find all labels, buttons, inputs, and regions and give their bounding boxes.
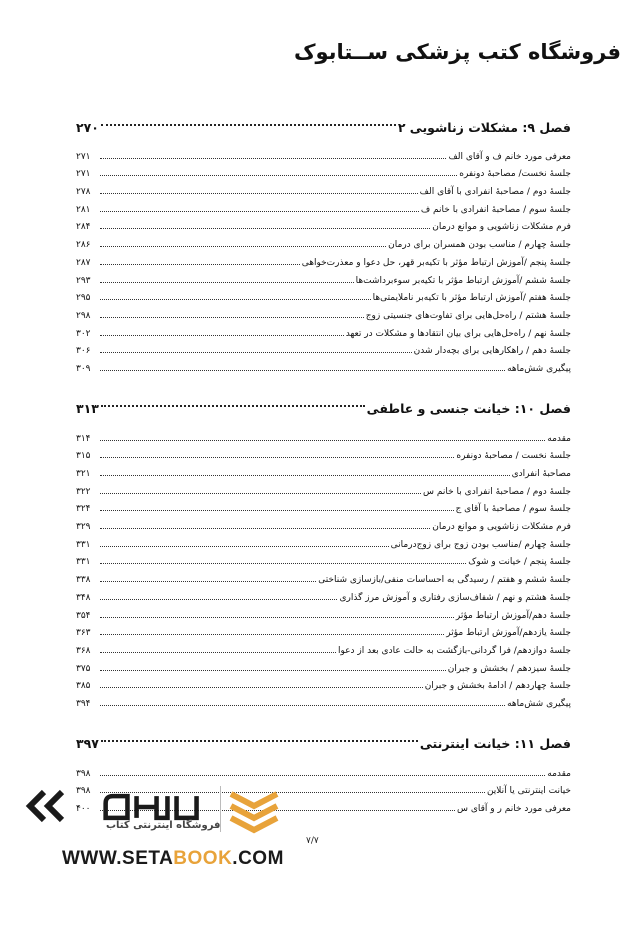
entry-title: جلسهٔ پنجم / خیانت و شوک — [468, 557, 571, 568]
entry-title: فرم مشکلات زناشویی و موانع درمان — [432, 222, 571, 233]
dot-leader — [100, 581, 316, 582]
book-emblem-icon — [227, 788, 281, 834]
entry-page-number: ۳۹۸ — [76, 768, 91, 779]
entry-page-number: ۳۱۵ — [76, 451, 91, 462]
entry-title: جلسهٔ دوازدهم/ فرا گردانی-بازگشت به حالت عادی بعد از دعوا — [338, 645, 571, 656]
toc-entry[interactable] — [76, 761, 571, 779]
dot-leader — [100, 617, 454, 618]
toc-entry[interactable] — [76, 603, 571, 621]
dot-leader — [100, 264, 300, 265]
entry-title: جلسهٔ سوم / مصاحبهٔ انفرادی با خانم ف — [420, 204, 571, 215]
entry-title: جلسهٔ سوم / مصاحبهٔ با آقای ج — [455, 504, 571, 515]
entry-title: پیگیری شش‌ماهه — [507, 363, 571, 374]
entry-title: جلسهٔ ششم /آموزش ارتباط مؤثر با تکیه‌بر سوءبرداشت‌ها — [355, 275, 571, 286]
entry-title: جلسهٔ هفتم /آموزش ارتباط مؤثر با تکیه‌بر ناملایمتی‌ها — [372, 293, 571, 304]
entry-page-number: ۲۷۱ — [76, 169, 91, 180]
dot-leader — [100, 440, 545, 441]
entry-title: جلسهٔ چهاردهم / ادامهٔ بخشش و جبران — [424, 681, 571, 692]
entry-page-number: ۳۲۲ — [76, 486, 91, 497]
entry-page-number: ۳۲۹ — [76, 522, 91, 533]
dot-leader — [100, 775, 545, 776]
chapter-heading[interactable] — [76, 116, 571, 138]
entry-page-number: ۲۷۱ — [76, 151, 91, 162]
toc-entry[interactable] — [76, 197, 571, 215]
entry-page-number: ۲۷۸ — [76, 187, 91, 198]
entry-title: مقدمه — [547, 433, 571, 444]
dot-leader — [100, 546, 389, 547]
entry-page-number: ۲۹۳ — [76, 275, 91, 286]
chapter-title: فصل ۱۰: خیانت جنسی و عاطفی — [366, 401, 571, 417]
toc-entry[interactable] — [76, 268, 571, 286]
entry-page-number: ۳۲۱ — [76, 469, 91, 479]
entry-page-number: ۲۸۴ — [76, 222, 91, 233]
dot-leader — [100, 246, 386, 247]
toc-entry[interactable] — [76, 286, 571, 304]
toc-entry[interactable] — [76, 321, 571, 339]
dot-leader — [100, 475, 510, 476]
entry-page-number: ۳۴۸ — [76, 592, 91, 603]
dot-leader — [100, 335, 344, 336]
entry-title: جلسهٔ دوم / مصاحبهٔ انفرادی با خانم س — [423, 486, 571, 497]
dot-leader — [100, 211, 419, 212]
dot-leader — [101, 740, 418, 742]
toc-entry[interactable] — [76, 585, 571, 603]
dot-leader — [101, 124, 396, 126]
toc-entry[interactable] — [76, 162, 571, 180]
chapter-title: فصل ۹: مشکلات زناشویی ۲ — [397, 119, 571, 135]
dot-leader — [100, 457, 454, 458]
site-url[interactable]: WWW.SETABOOK.COM — [62, 848, 284, 869]
entry-page-number: ۲۸۷ — [76, 257, 91, 268]
table-of-contents — [76, 112, 571, 814]
entry-page-number: ۲۸۶ — [76, 240, 91, 251]
entry-page-number: ۳۹۴ — [76, 698, 91, 709]
chevron-double-left-icon — [22, 786, 92, 826]
entry-title: مصاحبهٔ انفرادی — [511, 469, 571, 479]
toc-entry[interactable] — [76, 339, 571, 357]
toc-entry[interactable] — [76, 532, 571, 550]
toc-entry[interactable] — [76, 444, 571, 462]
toc-entry[interactable] — [76, 356, 571, 374]
chapter-title: فصل ۱۱: خیانت اینترنتی — [419, 736, 571, 752]
entry-page-number: ۳۸۵ — [76, 681, 91, 692]
entry-title: جلسهٔ چهارم / مناسب بودن همسران برای درمان — [388, 240, 571, 251]
chapter-heading[interactable] — [76, 733, 571, 755]
entry-title: معرفی مورد خانم ف و آقای الف — [448, 151, 571, 162]
dot-leader — [100, 670, 446, 671]
toc-entry[interactable] — [76, 479, 571, 497]
entry-page-number: ۳۳۸ — [76, 575, 91, 586]
toc-entry[interactable] — [76, 215, 571, 233]
entry-title: جلسهٔ هشتم و نهم / شفاف‌سازی رفتاری و آموزش مرز گذاری — [339, 592, 571, 603]
entry-page-number: ۴۰۰ — [76, 804, 91, 814]
toc-entry[interactable] — [76, 514, 571, 532]
dot-leader — [100, 510, 454, 511]
dot-leader — [100, 282, 354, 283]
toc-entry[interactable] — [76, 179, 571, 197]
entry-title: جلسهٔ هشتم / راه‌حل‌هایی برای تفاوت‌های جنسیتی زوج — [365, 310, 571, 321]
toc-entry[interactable] — [76, 303, 571, 321]
dot-leader — [100, 317, 364, 318]
dot-leader — [100, 370, 505, 371]
chapter-page-number: ۳۱۳ — [76, 401, 99, 417]
toc-entry[interactable] — [76, 567, 571, 585]
dot-leader — [100, 563, 466, 564]
brand-subtitle: فروشگاه اینترنتی کتاب — [106, 820, 221, 831]
chapter-page-number: ۲۷۰ — [76, 119, 99, 135]
page-number: ۷/۷ — [306, 836, 319, 846]
dot-leader — [100, 652, 336, 653]
entry-title: معرفی مورد خانم ر و آقای س — [457, 804, 571, 814]
dot-leader — [100, 705, 505, 706]
logo-divider — [220, 786, 221, 832]
entry-page-number: ۲۹۵ — [76, 293, 91, 304]
toc-entry[interactable] — [76, 497, 571, 515]
toc-entry[interactable] — [76, 674, 571, 692]
entry-page-number: ۳۲۴ — [76, 504, 91, 515]
setabook-logo — [22, 786, 282, 906]
entry-page-number: ۳۳۱ — [76, 539, 91, 550]
entry-page-number: ۳۷۵ — [76, 663, 91, 674]
entry-page-number: ۳۰۶ — [76, 346, 91, 357]
dot-leader — [100, 634, 444, 635]
toc-entry[interactable] — [76, 691, 571, 709]
entry-page-number: ۳۵۴ — [76, 610, 91, 621]
dot-leader — [100, 352, 412, 353]
entry-title: جلسهٔ نخست / مصاحبهٔ دونفره — [456, 451, 571, 462]
dot-leader — [100, 299, 371, 300]
entry-page-number: ۲۸۱ — [76, 204, 91, 215]
toc-entry[interactable] — [76, 232, 571, 250]
entry-title: خیانت اینترنتی یا آنلاین — [486, 786, 571, 797]
entry-page-number: ۳۰۲ — [76, 328, 91, 339]
dot-leader — [100, 193, 418, 194]
dot-leader — [101, 405, 365, 407]
chapter-gap — [76, 374, 571, 394]
toc-entry[interactable] — [76, 550, 571, 568]
toc-entry[interactable] — [76, 461, 571, 479]
chapter-page-number: ۳۹۷ — [76, 736, 99, 752]
toc-entry[interactable] — [76, 621, 571, 639]
dot-leader — [100, 599, 337, 600]
dot-leader — [100, 228, 430, 229]
dot-leader — [100, 158, 446, 159]
entry-title: جلسهٔ دهم / راهکارهایی برای بچه‌دار شدن — [413, 346, 571, 357]
entry-page-number: ۳۳۱ — [76, 557, 91, 568]
entry-title: فرم مشکلات زناشویی و موانع درمان — [432, 522, 571, 533]
toc-entry[interactable] — [76, 250, 571, 268]
toc-entry[interactable] — [76, 426, 571, 444]
chapter-heading[interactable] — [76, 398, 571, 420]
entry-page-number: ۲۹۸ — [76, 310, 91, 321]
chapter-gap — [76, 709, 571, 729]
dot-leader — [100, 687, 423, 688]
page-header-title: فروشگاه کتب پزشکی ســتابوک — [293, 40, 621, 64]
dot-leader — [100, 493, 421, 494]
entry-title: جلسهٔ سیزدهم / بخشش و جبران — [447, 663, 571, 674]
entry-title: جلسهٔ نهم / راه‌حل‌هایی برای بیان انتقادها و مشکلات در تعهد — [345, 328, 571, 339]
dot-leader — [100, 528, 430, 529]
entry-page-number: ۳۶۳ — [76, 628, 91, 639]
toc-entry[interactable] — [76, 656, 571, 674]
entry-title: پیگیری شش‌ماهه — [507, 698, 571, 709]
entry-title: جلسهٔ دهم/آموزش ارتباط مؤثر — [455, 610, 571, 621]
entry-title: مقدمه — [547, 768, 571, 779]
entry-page-number: ۳۱۴ — [76, 433, 91, 444]
entry-title: جلسهٔ نخست/ مصاحبهٔ دونفره — [459, 169, 571, 180]
entry-title: جلسهٔ پنجم /آموزش ارتباط مؤثر با تکیه‌بر قهر، حل دعوا و معذرت‌خواهی — [301, 257, 571, 268]
toc-entry[interactable] — [76, 638, 571, 656]
toc-entry[interactable] — [76, 144, 571, 162]
entry-title: جلسهٔ دوم / مصاحبهٔ انفرادی با آقای الف — [419, 187, 571, 198]
entry-page-number: ۳۹۸ — [76, 786, 91, 797]
dot-leader — [100, 175, 457, 176]
entry-title: جلسهٔ ششم و هفتم / رسیدگی به احساسات منفی/بازسازی شناختی — [318, 575, 571, 586]
entry-page-number: ۳۰۹ — [76, 363, 91, 374]
entry-page-number: ۳۶۸ — [76, 645, 91, 656]
entry-title: جلسهٔ چهارم /مناسب بودن زوج برای زوج‌درمانی — [390, 539, 571, 550]
entry-title: جلسهٔ یازدهم/آموزش ارتباط مؤثر — [446, 628, 571, 639]
